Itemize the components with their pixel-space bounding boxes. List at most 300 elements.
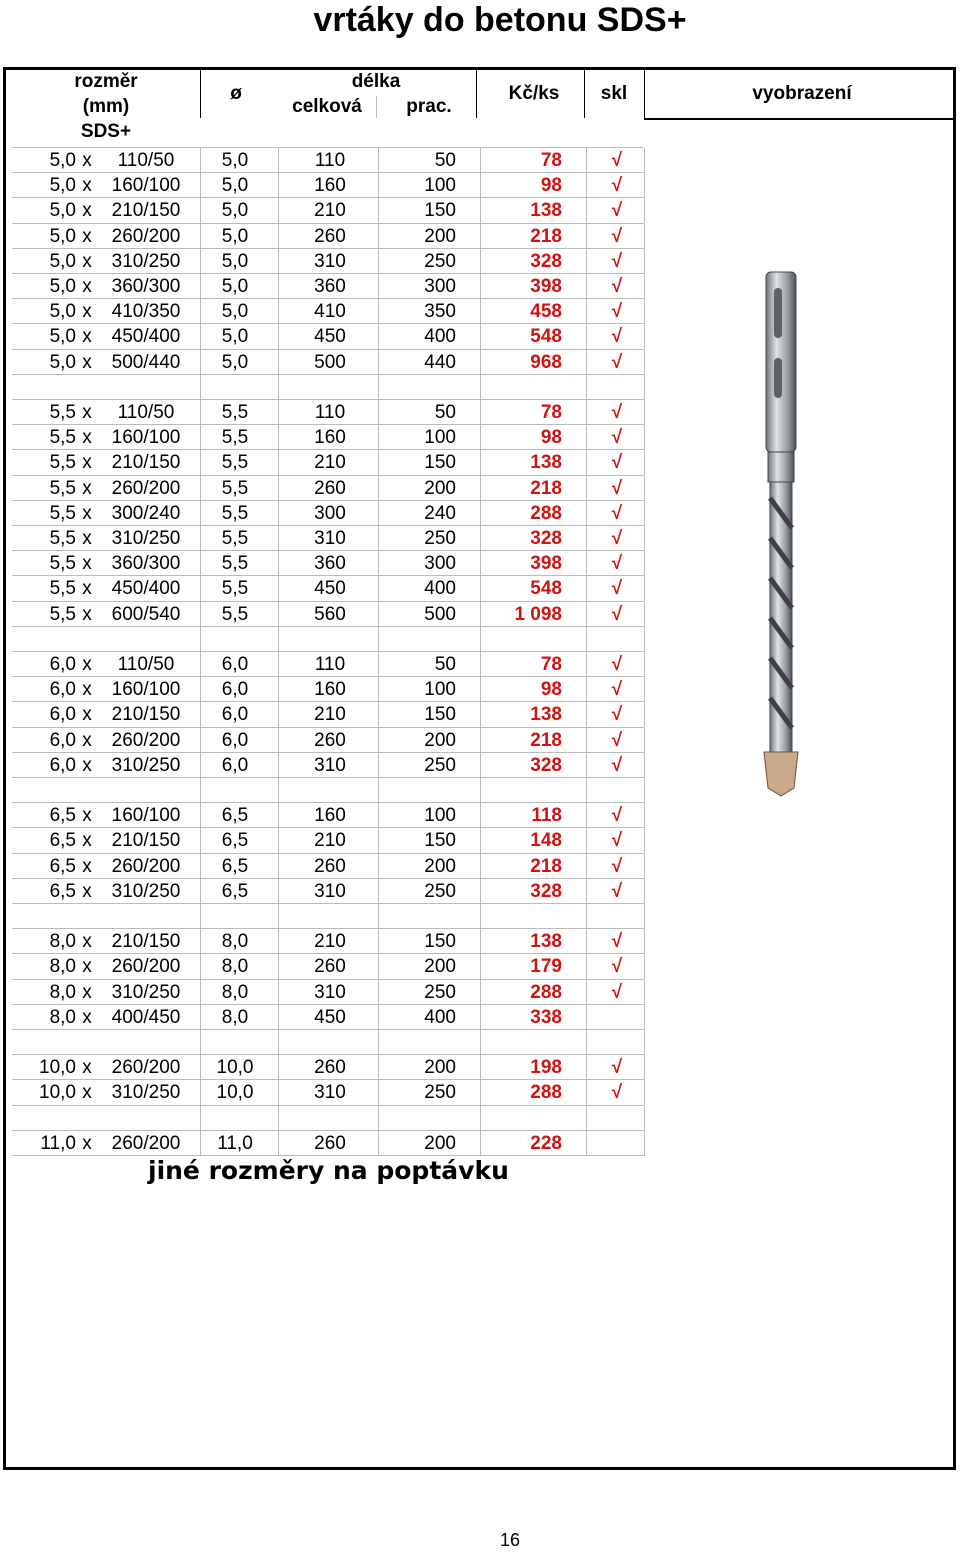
table-row (12, 701, 644, 727)
row-total-length: 210 (314, 452, 346, 474)
column-divider (278, 350, 279, 375)
column-divider (480, 1131, 481, 1156)
row-d: 8,0 (221, 956, 249, 978)
row-price: 548 (530, 578, 562, 600)
column-divider (278, 904, 279, 929)
row-diameter: 5,0 (49, 175, 76, 197)
column-divider (644, 1005, 645, 1030)
column-divider (278, 728, 279, 753)
row-d: 5,0 (221, 301, 249, 323)
row-working-length: 200 (424, 1057, 456, 1079)
column-divider (644, 954, 645, 979)
column-divider (586, 476, 587, 501)
row-times: x (82, 175, 92, 197)
row-d: 5,0 (221, 175, 249, 197)
row-diameter: 8,0 (49, 956, 76, 978)
row-total-length: 310 (314, 981, 346, 1003)
column-divider (586, 551, 587, 576)
column-divider (200, 1106, 201, 1131)
row-working-length: 400 (424, 578, 456, 600)
column-divider (644, 249, 645, 274)
column-divider (378, 728, 379, 753)
column-divider (644, 526, 645, 551)
column-divider (378, 1055, 379, 1080)
column-divider (586, 778, 587, 803)
column-divider (480, 980, 481, 1005)
row-d: 6,0 (221, 754, 249, 776)
column-divider (378, 778, 379, 803)
column-divider (278, 526, 279, 551)
table-row (12, 323, 644, 349)
column-divider (378, 299, 379, 324)
row-stock-check (592, 1005, 642, 1030)
row-size: 160/100 (111, 679, 181, 701)
row-stock-check: √ (611, 175, 623, 197)
column-divider (586, 526, 587, 551)
column-divider (278, 627, 279, 652)
column-divider (200, 1080, 201, 1105)
column-divider (278, 450, 279, 475)
table-row (12, 172, 644, 198)
row-working-length: 250 (424, 754, 456, 776)
group-gap-row (12, 374, 644, 400)
column-divider (586, 224, 587, 249)
column-divider (278, 602, 279, 627)
column-divider (278, 299, 279, 324)
column-divider (480, 198, 481, 223)
row-price: 968 (530, 351, 562, 373)
row-size: 260/200 (111, 729, 181, 751)
column-divider (200, 778, 201, 803)
column-divider (278, 274, 279, 299)
row-size: 600/540 (111, 603, 181, 625)
row-d: 8,0 (221, 931, 249, 953)
row-price: 98 (540, 427, 562, 449)
table-row (12, 1054, 644, 1080)
row-size: 310/250 (111, 880, 181, 902)
row-diameter: 5,5 (49, 578, 76, 600)
column-divider (200, 929, 201, 954)
table-row (12, 827, 644, 853)
column-divider (278, 879, 279, 904)
row-d: 5,5 (221, 452, 249, 474)
row-stock-check: √ (611, 200, 623, 222)
column-divider (480, 929, 481, 954)
column-divider (644, 173, 645, 198)
row-d: 5,5 (221, 553, 249, 575)
row-size: 110/50 (117, 654, 175, 675)
column-divider (278, 753, 279, 778)
row-total-length: 260 (314, 956, 346, 978)
column-divider (378, 803, 379, 828)
column-divider (278, 173, 279, 198)
row-diameter: 6,0 (49, 754, 76, 776)
row-diameter: 8,0 (49, 1006, 76, 1028)
column-divider (278, 148, 279, 173)
row-diameter: 5,0 (49, 200, 76, 222)
row-diameter: 8,0 (49, 931, 76, 953)
column-divider (278, 929, 279, 954)
column-divider (586, 652, 587, 677)
column-divider (480, 299, 481, 324)
row-size: 360/300 (111, 276, 181, 297)
row-stock-check: √ (611, 805, 623, 827)
row-total-length: 450 (314, 578, 346, 600)
row-stock-check: √ (611, 225, 623, 247)
row-stock-check: √ (611, 679, 623, 701)
column-divider (278, 1030, 279, 1055)
column-divider (644, 904, 645, 929)
column-divider (586, 602, 587, 627)
column-divider (378, 249, 379, 274)
column-divider (278, 854, 279, 879)
row-d: 5,5 (221, 402, 249, 423)
row-size: 160/100 (111, 175, 181, 197)
row-d: 5,0 (221, 326, 249, 348)
row-working-length: 150 (424, 830, 456, 852)
row-stock-check: √ (611, 578, 623, 600)
row-price: 328 (530, 528, 562, 549)
column-divider (586, 173, 587, 198)
column-divider (378, 854, 379, 879)
row-diameter: 6,0 (49, 654, 76, 675)
row-total-length: 310 (314, 1082, 346, 1104)
column-divider (200, 526, 201, 551)
row-d: 10,0 (216, 1082, 254, 1104)
column-divider (480, 1055, 481, 1080)
column-divider (278, 1080, 279, 1105)
row-size: 260/200 (111, 855, 181, 877)
column-divider (378, 627, 379, 652)
column-divider (586, 1131, 587, 1156)
row-diameter: 6,0 (49, 729, 76, 751)
page-number: 16 (499, 1530, 521, 1550)
row-times: x (82, 250, 92, 272)
column-divider (644, 476, 645, 501)
column-divider (586, 425, 587, 450)
row-size: 260/200 (111, 225, 181, 247)
row-total-length: 500 (314, 351, 346, 373)
column-divider (586, 929, 587, 954)
column-divider (644, 652, 645, 677)
row-d: 6,0 (221, 729, 249, 751)
column-divider (278, 652, 279, 677)
table-row (12, 424, 644, 450)
row-diameter: 5,5 (49, 477, 76, 499)
column-divider (586, 1030, 587, 1055)
row-price: 78 (540, 150, 562, 171)
column-divider (278, 224, 279, 249)
column-divider (586, 324, 587, 349)
column-divider (644, 828, 645, 853)
row-size: 260/200 (111, 956, 181, 978)
row-price: 458 (530, 301, 562, 323)
column-divider (378, 476, 379, 501)
column-divider (278, 324, 279, 349)
row-price: 228 (530, 1132, 562, 1154)
row-working-length: 300 (424, 276, 456, 297)
header-divider (200, 70, 201, 118)
row-working-length: 100 (424, 427, 456, 449)
row-times: x (82, 754, 92, 776)
column-divider (644, 778, 645, 803)
column-divider (200, 501, 201, 526)
row-diameter: 5,0 (49, 276, 76, 297)
row-price: 338 (530, 1006, 562, 1028)
row-working-length: 200 (424, 225, 456, 247)
column-divider (378, 324, 379, 349)
table-row (12, 273, 644, 299)
page-title: vrtáky do betonu SDS+ (313, 1, 687, 39)
row-working-length: 200 (424, 729, 456, 751)
row-times: x (82, 729, 92, 751)
column-divider (644, 702, 645, 727)
row-price: 398 (530, 276, 562, 297)
column-divider (644, 299, 645, 324)
column-divider (586, 753, 587, 778)
column-divider (378, 425, 379, 450)
row-total-length: 450 (314, 326, 346, 348)
row-d: 8,0 (221, 1006, 249, 1028)
header-celkova: celková (292, 96, 362, 117)
row-price: 98 (540, 679, 562, 701)
row-diameter: 11,0 (40, 1132, 76, 1154)
column-divider (378, 148, 379, 173)
column-divider (378, 350, 379, 375)
group-gap-row (12, 1029, 644, 1055)
row-diameter: 5,5 (49, 502, 76, 524)
row-price: 98 (540, 175, 562, 197)
column-divider (278, 980, 279, 1005)
row-total-length: 210 (314, 830, 346, 852)
row-times: x (82, 654, 92, 675)
header-rozmer: rozměr (74, 71, 138, 92)
row-size: 210/150 (111, 830, 181, 852)
row-total-length: 360 (314, 276, 346, 297)
row-size: 360/300 (111, 553, 181, 575)
column-divider (586, 1080, 587, 1105)
column-divider (200, 375, 201, 400)
row-stock-check: √ (611, 351, 623, 373)
row-stock-check: √ (611, 754, 623, 776)
row-diameter: 5,5 (49, 427, 76, 449)
column-divider (644, 274, 645, 299)
table-row (12, 1130, 644, 1156)
row-d: 6,5 (221, 880, 249, 902)
table-row (12, 223, 644, 249)
row-total-length: 310 (314, 250, 346, 272)
column-divider (586, 702, 587, 727)
footer-note: jiné rozměry na poptávku (148, 1156, 509, 1185)
column-divider (586, 400, 587, 425)
row-size: 450/400 (111, 578, 181, 600)
header-sds: SDS+ (80, 121, 132, 142)
column-divider (586, 375, 587, 400)
row-stock-check: √ (611, 301, 623, 323)
table-row (12, 953, 644, 979)
row-size: 260/200 (111, 1132, 181, 1154)
column-divider (200, 954, 201, 979)
row-stock-check: √ (611, 477, 623, 499)
column-divider (480, 1080, 481, 1105)
column-divider (480, 954, 481, 979)
row-stock-check: √ (611, 150, 623, 171)
column-divider (200, 576, 201, 601)
row-price: 288 (530, 1082, 562, 1104)
column-divider (278, 778, 279, 803)
row-times: x (82, 477, 92, 499)
column-divider (480, 904, 481, 929)
table-row (12, 550, 644, 576)
column-divider (480, 1106, 481, 1131)
row-times: x (82, 855, 92, 877)
row-total-length: 160 (314, 805, 346, 827)
table-row (12, 248, 644, 274)
column-divider (586, 879, 587, 904)
column-divider (200, 148, 201, 173)
header-divider (644, 118, 956, 120)
row-working-length: 100 (424, 805, 456, 827)
row-d: 5,5 (221, 578, 249, 600)
column-divider (586, 299, 587, 324)
column-divider (480, 249, 481, 274)
row-times: x (82, 880, 92, 902)
column-divider (378, 450, 379, 475)
row-diameter: 8,0 (49, 981, 76, 1003)
column-divider (200, 753, 201, 778)
row-total-length: 160 (314, 679, 346, 701)
group-gap-row (12, 903, 644, 929)
row-diameter: 10,0 (39, 1057, 76, 1079)
row-diameter: 5,5 (49, 528, 76, 549)
row-size: 310/250 (111, 250, 181, 272)
row-d: 5,0 (221, 150, 249, 171)
row-diameter: 6,5 (49, 830, 76, 852)
column-divider (200, 324, 201, 349)
sds-drill-bit-icon (748, 268, 818, 798)
row-total-length: 260 (314, 1057, 346, 1079)
row-diameter: 5,5 (49, 402, 76, 423)
row-d: 6,0 (221, 704, 249, 726)
row-diameter: 5,0 (49, 150, 76, 171)
column-divider (278, 677, 279, 702)
column-divider (378, 602, 379, 627)
row-size: 500/440 (111, 351, 181, 373)
row-price: 218 (530, 225, 562, 247)
row-working-length: 150 (424, 452, 456, 474)
column-divider (200, 350, 201, 375)
column-divider (586, 803, 587, 828)
row-times: x (82, 1132, 92, 1154)
table-row (12, 399, 644, 425)
header-divider (476, 70, 477, 118)
column-divider (200, 198, 201, 223)
column-divider (278, 1106, 279, 1131)
row-size: 210/150 (111, 452, 181, 474)
row-times: x (82, 805, 92, 827)
column-divider (200, 476, 201, 501)
header-divider (376, 96, 377, 118)
column-divider (278, 198, 279, 223)
column-divider (644, 929, 645, 954)
row-size: 260/200 (111, 477, 181, 499)
row-working-length: 500 (424, 603, 456, 625)
row-d: 5,0 (221, 250, 249, 272)
row-times: x (82, 603, 92, 625)
column-divider (200, 249, 201, 274)
column-divider (278, 1055, 279, 1080)
group-gap-row (12, 777, 644, 803)
column-divider (644, 576, 645, 601)
column-divider (480, 400, 481, 425)
column-divider (200, 828, 201, 853)
column-divider (480, 350, 481, 375)
column-divider (378, 576, 379, 601)
column-divider (480, 803, 481, 828)
row-working-length: 300 (424, 553, 456, 575)
row-working-length: 250 (424, 528, 456, 549)
row-times: x (82, 1006, 92, 1028)
table-row (12, 878, 644, 904)
row-stock-check: √ (611, 729, 623, 751)
column-divider (278, 803, 279, 828)
row-size: 160/100 (111, 427, 181, 449)
row-price: 1 098 (514, 603, 562, 625)
price-table-frame (3, 67, 956, 1470)
column-divider (200, 274, 201, 299)
row-times: x (82, 553, 92, 575)
row-working-length: 150 (424, 931, 456, 953)
row-working-length: 100 (424, 679, 456, 701)
column-divider (278, 501, 279, 526)
column-divider (200, 1131, 201, 1156)
row-times: x (82, 956, 92, 978)
column-divider (480, 551, 481, 576)
row-stock-check: √ (611, 830, 623, 852)
table-row (12, 752, 644, 778)
row-price: 328 (530, 250, 562, 272)
row-price: 218 (530, 855, 562, 877)
column-divider (586, 1055, 587, 1080)
row-total-length: 110 (314, 654, 346, 675)
column-divider (378, 1080, 379, 1105)
column-divider (200, 450, 201, 475)
column-divider (480, 728, 481, 753)
row-d: 5,0 (221, 351, 249, 373)
row-working-length: 400 (424, 1006, 456, 1028)
column-divider (586, 904, 587, 929)
column-divider (278, 249, 279, 274)
row-price: 198 (530, 1057, 562, 1079)
column-divider (480, 224, 481, 249)
row-price: 328 (530, 880, 562, 902)
row-diameter: 5,0 (49, 351, 76, 373)
row-size: 110/50 (117, 402, 175, 423)
row-price: 288 (530, 981, 562, 1003)
column-divider (586, 350, 587, 375)
column-divider (586, 1005, 587, 1030)
row-working-length: 200 (424, 956, 456, 978)
column-divider (378, 702, 379, 727)
row-diameter: 5,5 (49, 452, 76, 474)
row-size: 300/240 (111, 502, 181, 524)
row-price: 118 (531, 805, 562, 827)
row-price: 138 (530, 704, 562, 726)
row-stock-check: √ (611, 855, 623, 877)
row-price: 218 (530, 477, 562, 499)
column-divider (200, 551, 201, 576)
row-stock-check: √ (611, 528, 623, 549)
